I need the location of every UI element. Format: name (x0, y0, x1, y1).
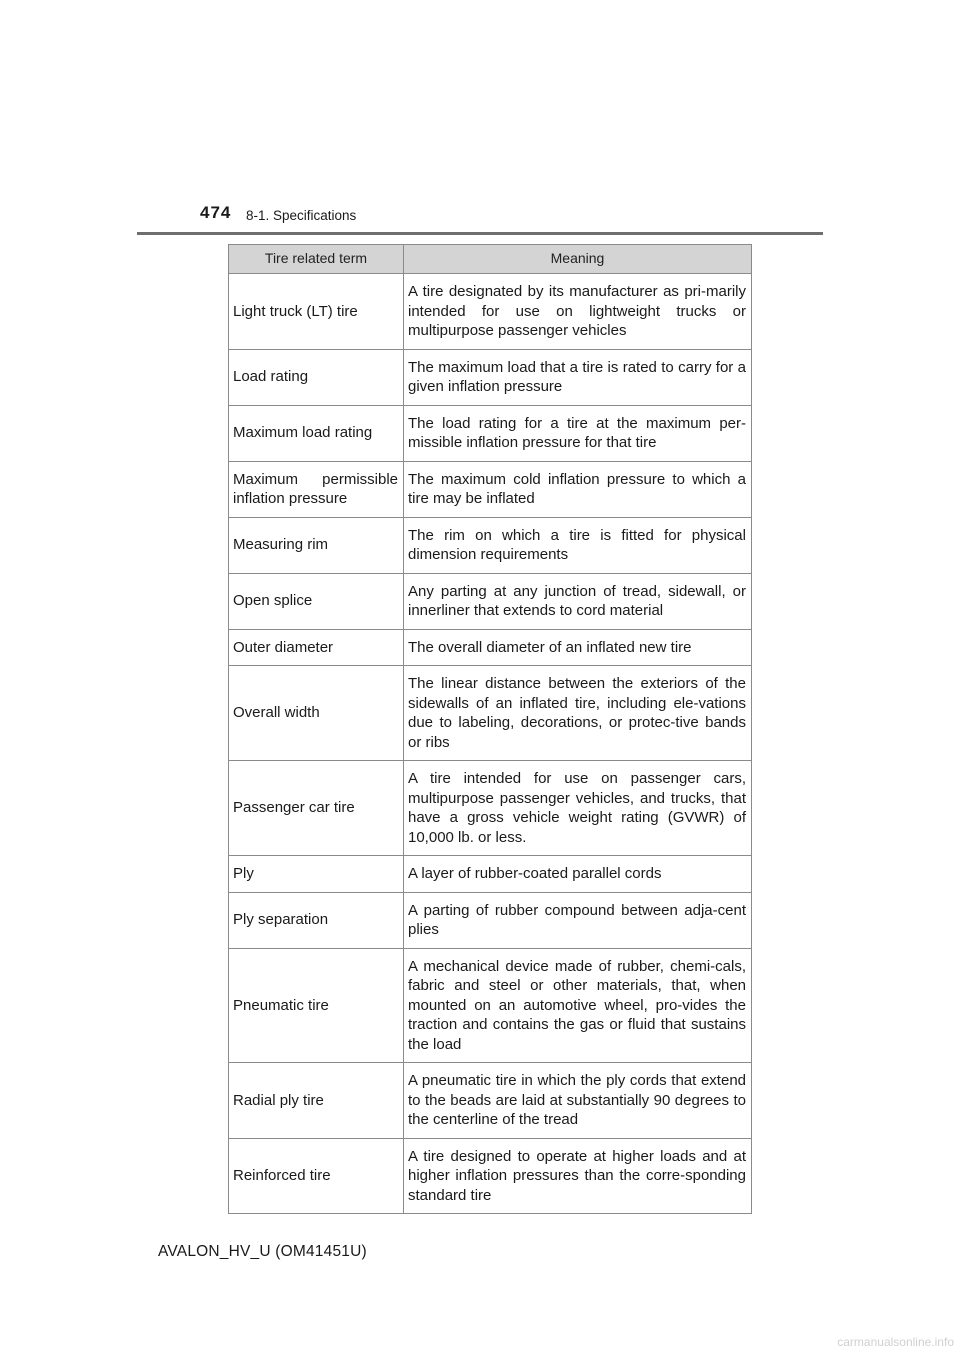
table-row (229, 349, 752, 405)
meaning-cell: A tire intended for use on passenger cars, multipurpose passenger vehicles, and trucks, that have a gross vehicle weight rating (GVWR) of 10,000 lb. or less. (404, 761, 752, 856)
table-row (229, 274, 752, 350)
table-row (229, 948, 752, 1063)
table-row (229, 461, 752, 517)
term-cell: Load rating (229, 349, 404, 405)
meaning-cell: Any parting at any junction of tread, sidewall, or innerliner that extends to cord material (404, 573, 752, 629)
page-number: 474 (200, 203, 232, 222)
tire-terms-table (228, 244, 752, 1214)
term-cell: Maximum permissible inflation pressure (229, 461, 404, 517)
meaning-cell: The maximum load that a tire is rated to carry for a given inflation pressure (404, 349, 752, 405)
meaning-cell: A pneumatic tire in which the ply cords that extend to the beads are laid at substantially 90 degrees to the centerline of the tread (404, 1063, 752, 1139)
watermark: carmanualsonline.info (837, 1335, 954, 1349)
meaning-cell: The rim on which a tire is fitted for physical dimension requirements (404, 517, 752, 573)
term-cell: Passenger car tire (229, 761, 404, 856)
manual-code-footer: AVALON_HV_U (OM41451U) (158, 1243, 367, 1260)
term-cell: Light truck (LT) tire (229, 274, 404, 350)
meaning-cell: The overall diameter of an inflated new tire (404, 629, 752, 666)
meaning-cell: The maximum cold inflation pressure to which a tire may be inflated (404, 461, 752, 517)
meaning-cell: A parting of rubber compound between adja-cent plies (404, 892, 752, 948)
table-row (229, 761, 752, 856)
term-cell: Overall width (229, 666, 404, 761)
term-cell: Measuring rim (229, 517, 404, 573)
term-cell: Outer diameter (229, 629, 404, 666)
column-header-term: Tire related term (229, 245, 404, 274)
term-cell: Reinforced tire (229, 1138, 404, 1214)
section-title: 8-1. Specifications (246, 208, 357, 223)
table-row (229, 517, 752, 573)
meaning-cell: A tire designed to operate at higher loads and at higher inflation pressures than the corre-sponding standard tire (404, 1138, 752, 1214)
table-header-row (229, 245, 752, 274)
header-divider (137, 232, 823, 235)
meaning-cell: A mechanical device made of rubber, chemi-cals, fabric and steel or other materials, that, when mounted on an automotive wheel, pro-vides the traction and contains the gas or fluid that sustains the load (404, 948, 752, 1063)
term-cell: Pneumatic tire (229, 948, 404, 1063)
table-row (229, 666, 752, 761)
table-row (229, 892, 752, 948)
table-row (229, 405, 752, 461)
table-row (229, 629, 752, 666)
table-row (229, 573, 752, 629)
meaning-cell: A tire designated by its manufacturer as pri-marily intended for use on lightweight trucks or multipurpose passenger vehicles (404, 274, 752, 350)
table-row (229, 1138, 752, 1214)
term-cell: Maximum load rating (229, 405, 404, 461)
meaning-cell: A layer of rubber-coated parallel cords (404, 856, 752, 893)
meaning-cell: The load rating for a tire at the maximum per-missible inflation pressure for that tire (404, 405, 752, 461)
term-cell: Ply separation (229, 892, 404, 948)
term-cell: Open splice (229, 573, 404, 629)
meaning-cell: The linear distance between the exteriors of the sidewalls of an inflated tire, including ele-vations due to labeling, decorations, or protec-tive bands or ribs (404, 666, 752, 761)
term-cell: Radial ply tire (229, 1063, 404, 1139)
table-row (229, 856, 752, 893)
column-header-meaning: Meaning (404, 245, 752, 274)
table-row (229, 1063, 752, 1139)
term-cell: Ply (229, 856, 404, 893)
